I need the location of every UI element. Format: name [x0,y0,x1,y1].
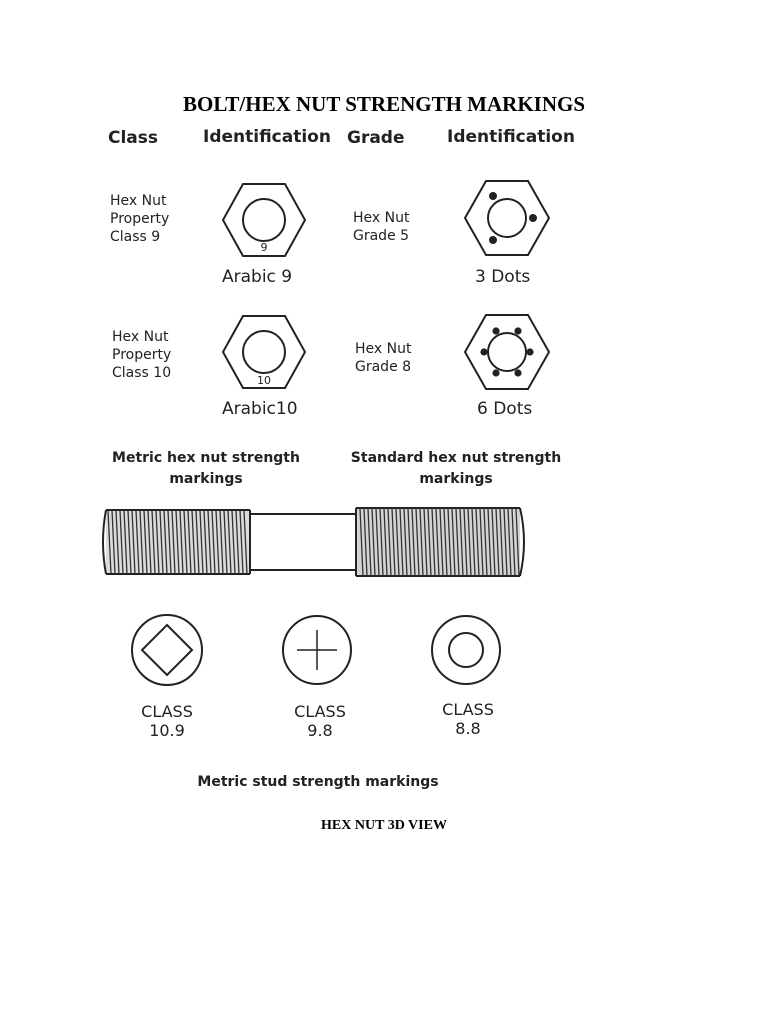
stud-class-10-9-line-2: 10.9 [149,721,185,740]
standard-nut-2-line-2: Grade 8 [355,359,412,375]
standard-hex-nut-caption [346,448,566,490]
stud-class-9-8-line-2: 9.8 [307,721,333,740]
stud-class-9-8-line-1: CLASS [294,702,346,721]
metric-stud-caption-text: Metric stud strength markings [197,774,439,790]
standard-nut-1-description [353,209,409,245]
hex-nut-grade-5-icon [464,179,550,257]
metric-nut-1-line-3: Class 9 [110,229,161,245]
footer-title: HEX NUT 3D VIEW [321,818,447,833]
standard-nut-2-description [355,340,411,376]
metric-nut-2-line-1: Hex Nut [112,329,169,345]
caption-6-dots: 6 Dots [477,399,533,419]
metric-nut-1-line-1: Hex Nut [110,193,167,209]
metric-nut-2-description [112,328,171,382]
header-grade: Grade [347,128,405,148]
nut-mark-10: 10 [257,374,271,387]
standard-nut-1-line-1: Hex Nut [353,210,410,226]
standard-nut-2-line-1: Hex Nut [355,341,412,357]
metric-nut-1-line-2: Property [110,211,170,227]
hex-nut-grade-8-icon [464,313,550,391]
metric-nut-2-line-3: Class 10 [112,365,172,381]
stud-class-10-9-mark-icon [130,613,204,687]
standard-caption-line-2: markings [419,471,493,487]
standard-nut-1-line-2: Grade 5 [353,228,410,244]
header-class: Class [108,128,159,148]
metric-caption-line-2: markings [169,471,243,487]
metric-nut-1-description [110,192,169,246]
stud-class-10-9-label [122,702,212,740]
hex-nut-class-9-icon [222,182,306,258]
metric-caption-line-1: Metric hex nut strength [112,450,300,466]
stud-class-8-8-label [423,700,513,738]
stud-class-9-8-mark-icon [281,614,353,686]
hex-nut-class-10-icon [222,314,306,390]
metric-hex-nut-caption [108,448,304,490]
stud-class-8-8-mark-icon [430,614,502,686]
caption-arabic-10: Arabic10 [222,399,298,419]
metric-stud-caption [190,772,446,793]
nut-mark-9: 9 [260,241,268,254]
caption-arabic-9: Arabic 9 [222,267,293,287]
stud-class-8-8-line-2: 8.8 [455,719,481,738]
stud-class-10-9-line-1: CLASS [141,702,193,721]
threaded-stud-icon [102,502,528,582]
standard-caption-line-1: Standard hex nut strength [350,450,562,466]
page-title: BOLT/HEX NUT STRENGTH MARKINGS [182,92,585,116]
caption-3-dots: 3 Dots [475,267,531,287]
stud-class-8-8-line-1: CLASS [442,700,494,719]
header-identification-left: Identification [203,127,331,147]
metric-nut-2-line-2: Property [112,347,172,363]
header-identification-right: Identification [447,127,575,147]
stud-class-9-8-label [275,702,365,740]
